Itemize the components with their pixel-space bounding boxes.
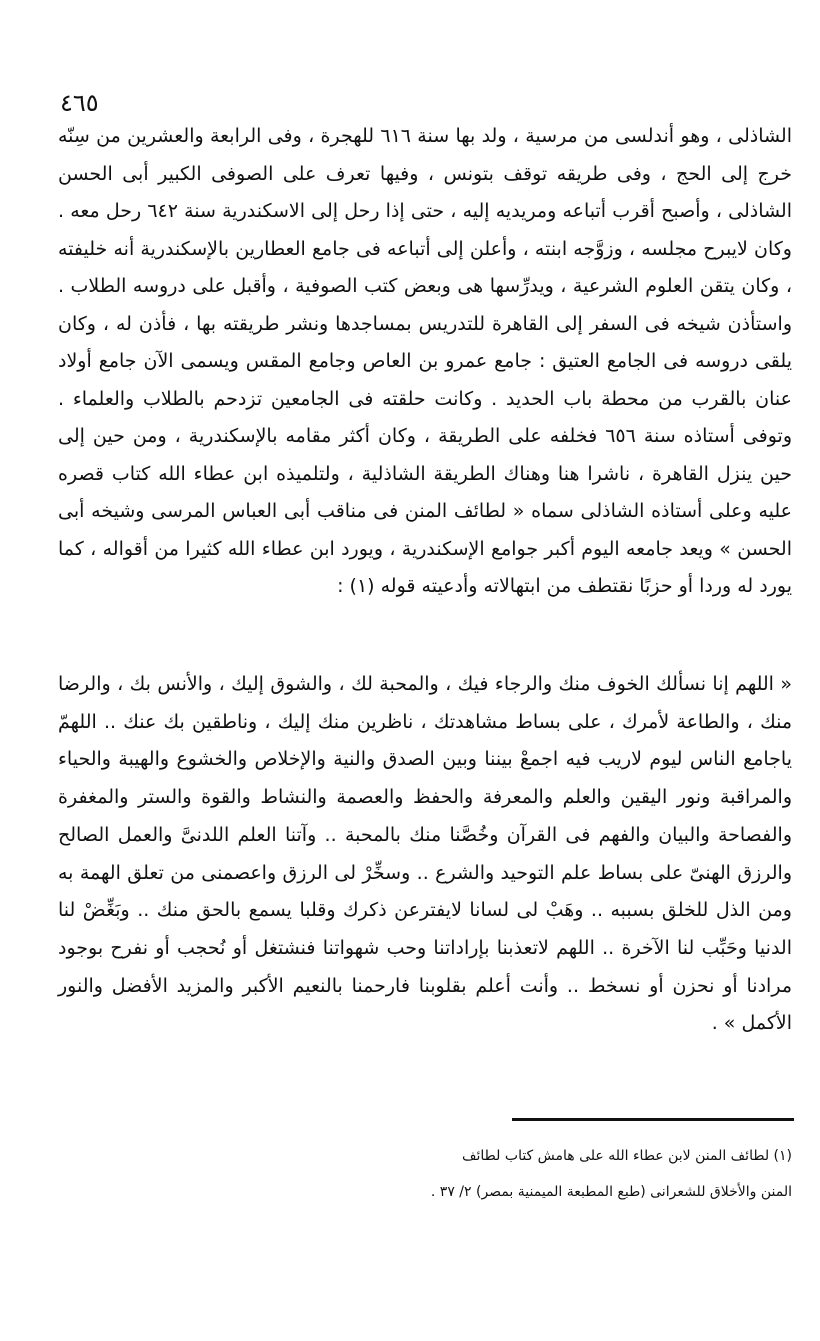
footnote-line-1: (١) لطائف المنن لابن عطاء الله على هامش كتاب لطائف: [462, 1148, 792, 1164]
paragraph-prayer-quote: « اللهم إنا نسألك الخوف منك والرجاء فيك ، والمحبة لك ، والشوق إليك ، والأنس بك ، والرضا منك ، والطاعة لأمرك ، على بساط مشاهدتك ، ناظرين منك إليك ، وناطقين بك عنك .. اللهمّ ياجامع الناس ليوم لاريب فيه اجمعْ بيننا وبين الصدق والنية والإخلاص والخشوع والهيبة والحياء والمراقبة ونور اليقين والعلم والمعرفة والحفظ والعصمة والنشاط والقوة والستر والمغفرة والفصاحة والبيان والفهم فى القرآن وخُصَّنا منك بالمحبة .. وآتنا العلم اللدنىَّ والعمل الصالح والرزق الهنىّ على بساط علم التوحيد والشرع .. وسخِّرْ لى الرزق واعصمنى من تعلق الهمة به ومن الذل للخلق بسببه .. وهَبْ لى لسانا لايفترعن ذكرك وقلبا يسمع بالحق منك .. وبَغِّضْ لنا الدنيا وحَبِّب لنا الآخرة .. اللهم لاتعذبنا بإراداتنا وحب شهواتنا فنشتغل أو نُحجب أو نفرح بوجود مرادنا أو نحزن أو نسخط .. وأنت أعلم بقلوبنا فارحمنا بالنعيم الأكبر والمزيد الأفضل والنور الأكمل » .: [58, 673, 792, 1035]
paragraph-biography: الشاذلى ، وهو أندلسى من مرسية ، ولد بها سنة ٦١٦ للهجرة ، وفى الرابعة والعشرين من سِنّه خرج إلى الحج ، وفى طريقه توقف بتونس ، وفيها تعرف على الصوفى الكبير أبى الحسن الشاذلى ، وأصبح أقرب أتباعه ومريديه إليه ، حتى إذا رحل إلى الاسكندرية سنة ٦٤٢ رحل معه . وكان لايبرح مجلسه ، وزوَّجه ابنته ، وأعلن إلى أتباعه فى جامع العطارين بالإسكندرية أنه خليفته ، وكان يتقن العلوم الشرعية ، ويدرِّسها هى وبعض كتب الصوفية ، وأقبل على دروسه الطلاب . واستأذن شيخه فى السفر إلى القاهرة للتدريس بمساجدها ونشر طريقته بها ، فأذن له ، وكان يلقى دروسه فى الجامع العتيق : جامع عمرو بن العاص وجامع المقس ويسمى الآن جامع أولاد عنان بالقرب من محطة باب الحديد . وكانت حلقته فى الجامعين تزدحم بالطلاب والعلماء . وتوفى أستاذه سنة ٦٥٦ فخلفه على الطريقة ، وكان أكثر مقامه بالإسكندرية ، ومن حين إلى حين ينزل القاهرة ، ناشرا هنا وهناك الطريقة الشاذلية ، ولتلميذه ابن عطاء الله كتاب قصره عليه وعلى أستاذه الشاذلى سماه « لطائف المنن فى مناقب أبى العباس المرسى وشيخه أبى الحسن » ويعد جامعه اليوم أكبر جوامع الإسكندرية ، ويورد ابن عطاء الله كثيرا من أقواله ، كما يورد له وردا أو حزبًا نقتطف من ابتهالاته وأدعيته قوله (١) :: [58, 125, 793, 597]
footnotes: [430, 1138, 792, 1210]
footnote-line-2: المنن والأخلاق للشعرانى (طبع المطبعة الميمنية بمصر) ٢/ ٣٧ .: [430, 1184, 792, 1200]
page-number: ٤٦٥: [60, 89, 99, 117]
footnote-divider: [512, 1118, 794, 1121]
